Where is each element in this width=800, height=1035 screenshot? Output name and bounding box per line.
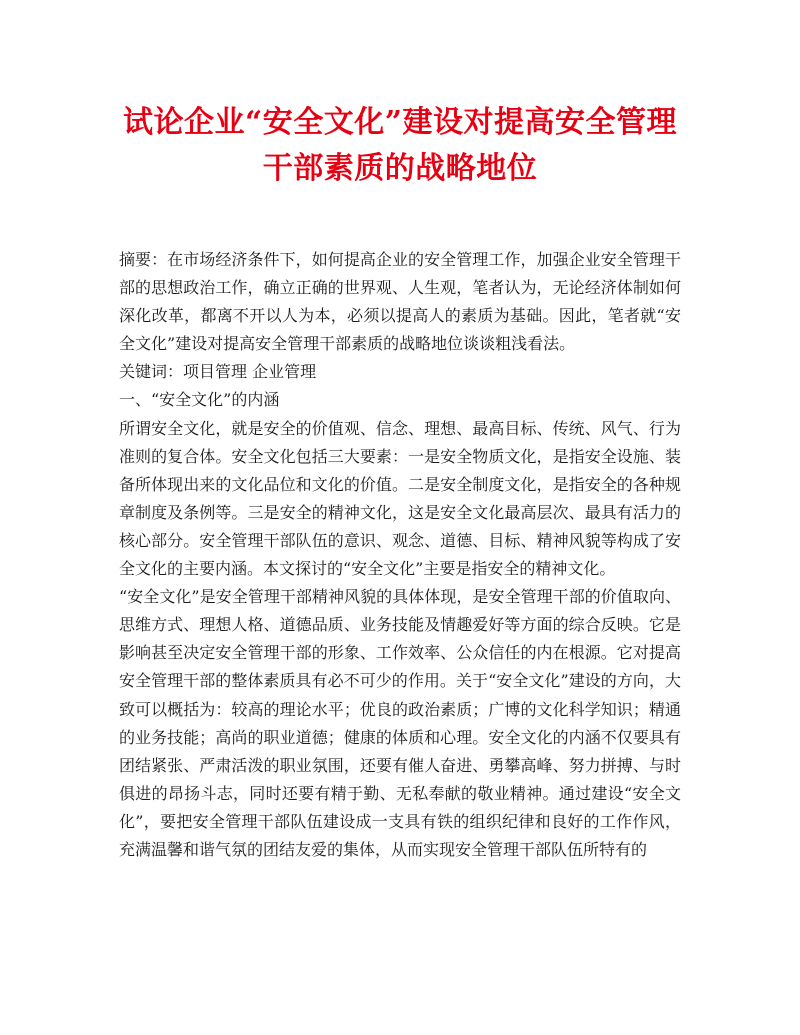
section-heading: 一、“安全文化”的内涵 [119,390,280,410]
body-paragraph-1: 所谓安全文化，就是安全的价值观、信念、理想、最高目标、传统、风气、行为准则的复合体。安全文化包括三大要素：一是安全物质文化，是指安全设施、装备所体现出来的文化品位和文化的价值。二是安全制度文化，是指安全的各种规章制度及条例等。三是安全的精神文化，这是安全文化最高层次、最具有活力的核心部分。安全管理干部队伍的意识、观念、道德、目标、精神风貌等构成了安全文化的主要内涵。本文探讨的“安全文化”主要是指安全的精神文化。 [119,418,681,579]
body-paragraph-2: “安全文化”是安全管理干部精神风貌的具体体现，是安全管理干部的价值取向、思维方式、理想人格、道德品质、业务技能及情趣爱好等方面的综合反映。它是影响甚至决定安全管理干部的形象、工作效率、公众信任的内在根源。它对提高安全管理干部的整体素质具有必不可少的作用。关于“安全文化”建设的方向，大致可以概括为：较高的理论水平；优良的政治素质；广博的文化科学知识；精通的业务技能；高尚的职业道德；健康的体质和心理。安全文化的内涵不仅要具有团结紧张、严肃活泼的职业氛围，还要有催人奋进、勇攀高峰、努力拼搏、与时俱进的昂扬斗志，同时还要有精于勤、无私奉献的敬业精神。通过建设“安全文化”，要把安全管理干部队伍建设成一支具有铁的组织纪律和良好的工作作风，充满温馨和谐气氛的团结友爱的集体，从而实现安全管理干部队伍所特有的 [119,587,681,859]
abstract-paragraph: 摘要：在市场经济条件下，如何提高企业的安全管理工作，加强企业安全管理干部的思想政治工作，确立正确的世界观、人生观，笔者认为，无论经济体制如何深化改革，都离不开以人为本，必须以提高人的素质为基础。因此，笔者就“安全文化”建设对提高安全管理干部素质的战略地位谈谈粗浅看法。 [119,250,681,354]
title-line-1: 试论企业“安全文化”建设对提高安全管理 [122,105,677,140]
document-body [119,246,681,864]
title-line-2: 干部素质的战略地位 [262,151,538,186]
keywords-line: 关键词：项目管理 企业管理 [119,362,317,382]
document-title [100,100,700,192]
